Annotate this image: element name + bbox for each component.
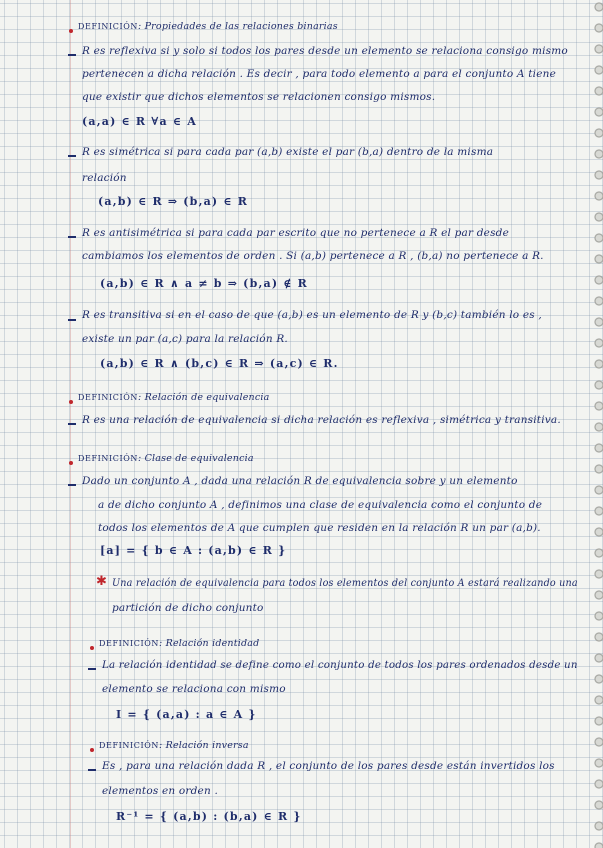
formula-inverse: R⁻¹ = { (a,b) : (b,a) ∈ R } bbox=[116, 810, 302, 823]
bullet-icon bbox=[69, 461, 73, 465]
dash-icon bbox=[68, 155, 76, 157]
formula-antisymmetric: (a,b) ∈ R ∧ a ≠ b ⇒ (b,a) ∉ R bbox=[100, 277, 308, 290]
text-line: cambiamos los elementos de orden . Si (a,b) pertenece a R , (b,a) no pertenece a R. bbox=[82, 250, 544, 262]
text-line: R es antisimétrica si para cada par escrito que no pertenece a R el par desde bbox=[82, 227, 509, 239]
dash-icon bbox=[68, 484, 76, 486]
heading-text: : Relación inversa bbox=[158, 740, 249, 751]
heading-equivalence bbox=[78, 392, 270, 403]
dash-icon bbox=[88, 668, 96, 670]
text-line: Es , para una relación dada R , el conjunto de los pares desde están invertidos los bbox=[102, 760, 555, 772]
heading-text: : Relación identidad bbox=[158, 638, 260, 649]
heading-inverse bbox=[99, 740, 249, 751]
heading-properties bbox=[78, 21, 338, 32]
bullet-icon bbox=[90, 748, 94, 752]
formula-reflexive: (a,a) ∈ R ∀a ∈ A bbox=[82, 115, 197, 128]
text-line: R es reflexiva si y solo si todos los pares desde un elemento se relaciona consigo mismo bbox=[82, 45, 568, 57]
heading-text: : Clase de equivalencia bbox=[137, 453, 254, 464]
note-line: partición de dicho conjunto bbox=[112, 602, 264, 614]
heading-class bbox=[78, 453, 254, 464]
text-line: relación bbox=[82, 172, 127, 184]
dash-icon bbox=[88, 769, 96, 771]
heading-keyword: DEFINICIÓN bbox=[78, 22, 138, 31]
text-line: Dado un conjunto A , dada una relación R de equivalencia sobre y un elemento bbox=[82, 475, 518, 487]
text-line: R es transitiva si en el caso de que (a,b) es un elemento de R y (b,c) también lo es , bbox=[82, 309, 542, 321]
text-line: a de dicho conjunto A , definimos una clase de equivalencia como el conjunto de bbox=[98, 499, 543, 511]
formula-identity: I = { (a,a) : a ∈ A } bbox=[116, 708, 257, 721]
dash-icon bbox=[68, 54, 76, 56]
text-line: pertenecen a dicha relación . Es decir , para todo elemento a para el conjunto A tiene bbox=[82, 68, 556, 80]
dash-icon bbox=[68, 236, 76, 238]
bullet-icon bbox=[69, 29, 73, 33]
text-line: elemento se relaciona con mismo bbox=[102, 683, 286, 695]
bullet-icon bbox=[90, 646, 94, 650]
text-line: existe un par (a,c) para la relación R. bbox=[82, 333, 288, 345]
heading-keyword: DEFINICIÓN bbox=[99, 741, 159, 750]
note-line: Una relación de equivalencia para todos los elementos del conjunto A estará realizando una bbox=[112, 577, 578, 589]
text-line: que existir que dichos elementos se relacionen consigo mismos. bbox=[82, 91, 436, 103]
spiral-binding bbox=[589, 0, 603, 848]
formula-class: [a] = { b ∈ A : (a,b) ∈ R } bbox=[100, 544, 287, 557]
bullet-icon bbox=[69, 400, 73, 404]
text-line: R es simétrica si para cada par (a,b) existe el par (b,a) dentro de la misma bbox=[82, 146, 494, 158]
text-line: R es una relación de equivalencia si dicha relación es reflexiva , simétrica y transitiva. bbox=[82, 414, 561, 426]
heading-keyword: DEFINICIÓN bbox=[99, 639, 159, 648]
heading-keyword: DEFINICIÓN bbox=[78, 393, 138, 402]
star-icon: ✱ bbox=[96, 574, 107, 589]
dash-icon bbox=[68, 423, 76, 425]
text-line: todos los elementos de A que cumplen que residen en la relación R un par (a,b). bbox=[98, 522, 541, 534]
text-line: elementos en orden . bbox=[102, 785, 219, 797]
heading-keyword: DEFINICIÓN bbox=[78, 454, 138, 463]
dash-icon bbox=[68, 319, 76, 321]
formula-transitive: (a,b) ∈ R ∧ (b,c) ∈ R ⇒ (a,c) ∈ R. bbox=[100, 357, 339, 370]
heading-identity bbox=[99, 638, 259, 649]
heading-text: : Relación de equivalencia bbox=[137, 392, 270, 403]
heading-text: : Propiedades de las relaciones binarias bbox=[137, 21, 338, 32]
text-line: La relación identidad se define como el conjunto de todos los pares ordenados desde un bbox=[102, 659, 578, 671]
formula-symmetric: (a,b) ∈ R ⇒ (b,a) ∈ R bbox=[98, 195, 249, 208]
